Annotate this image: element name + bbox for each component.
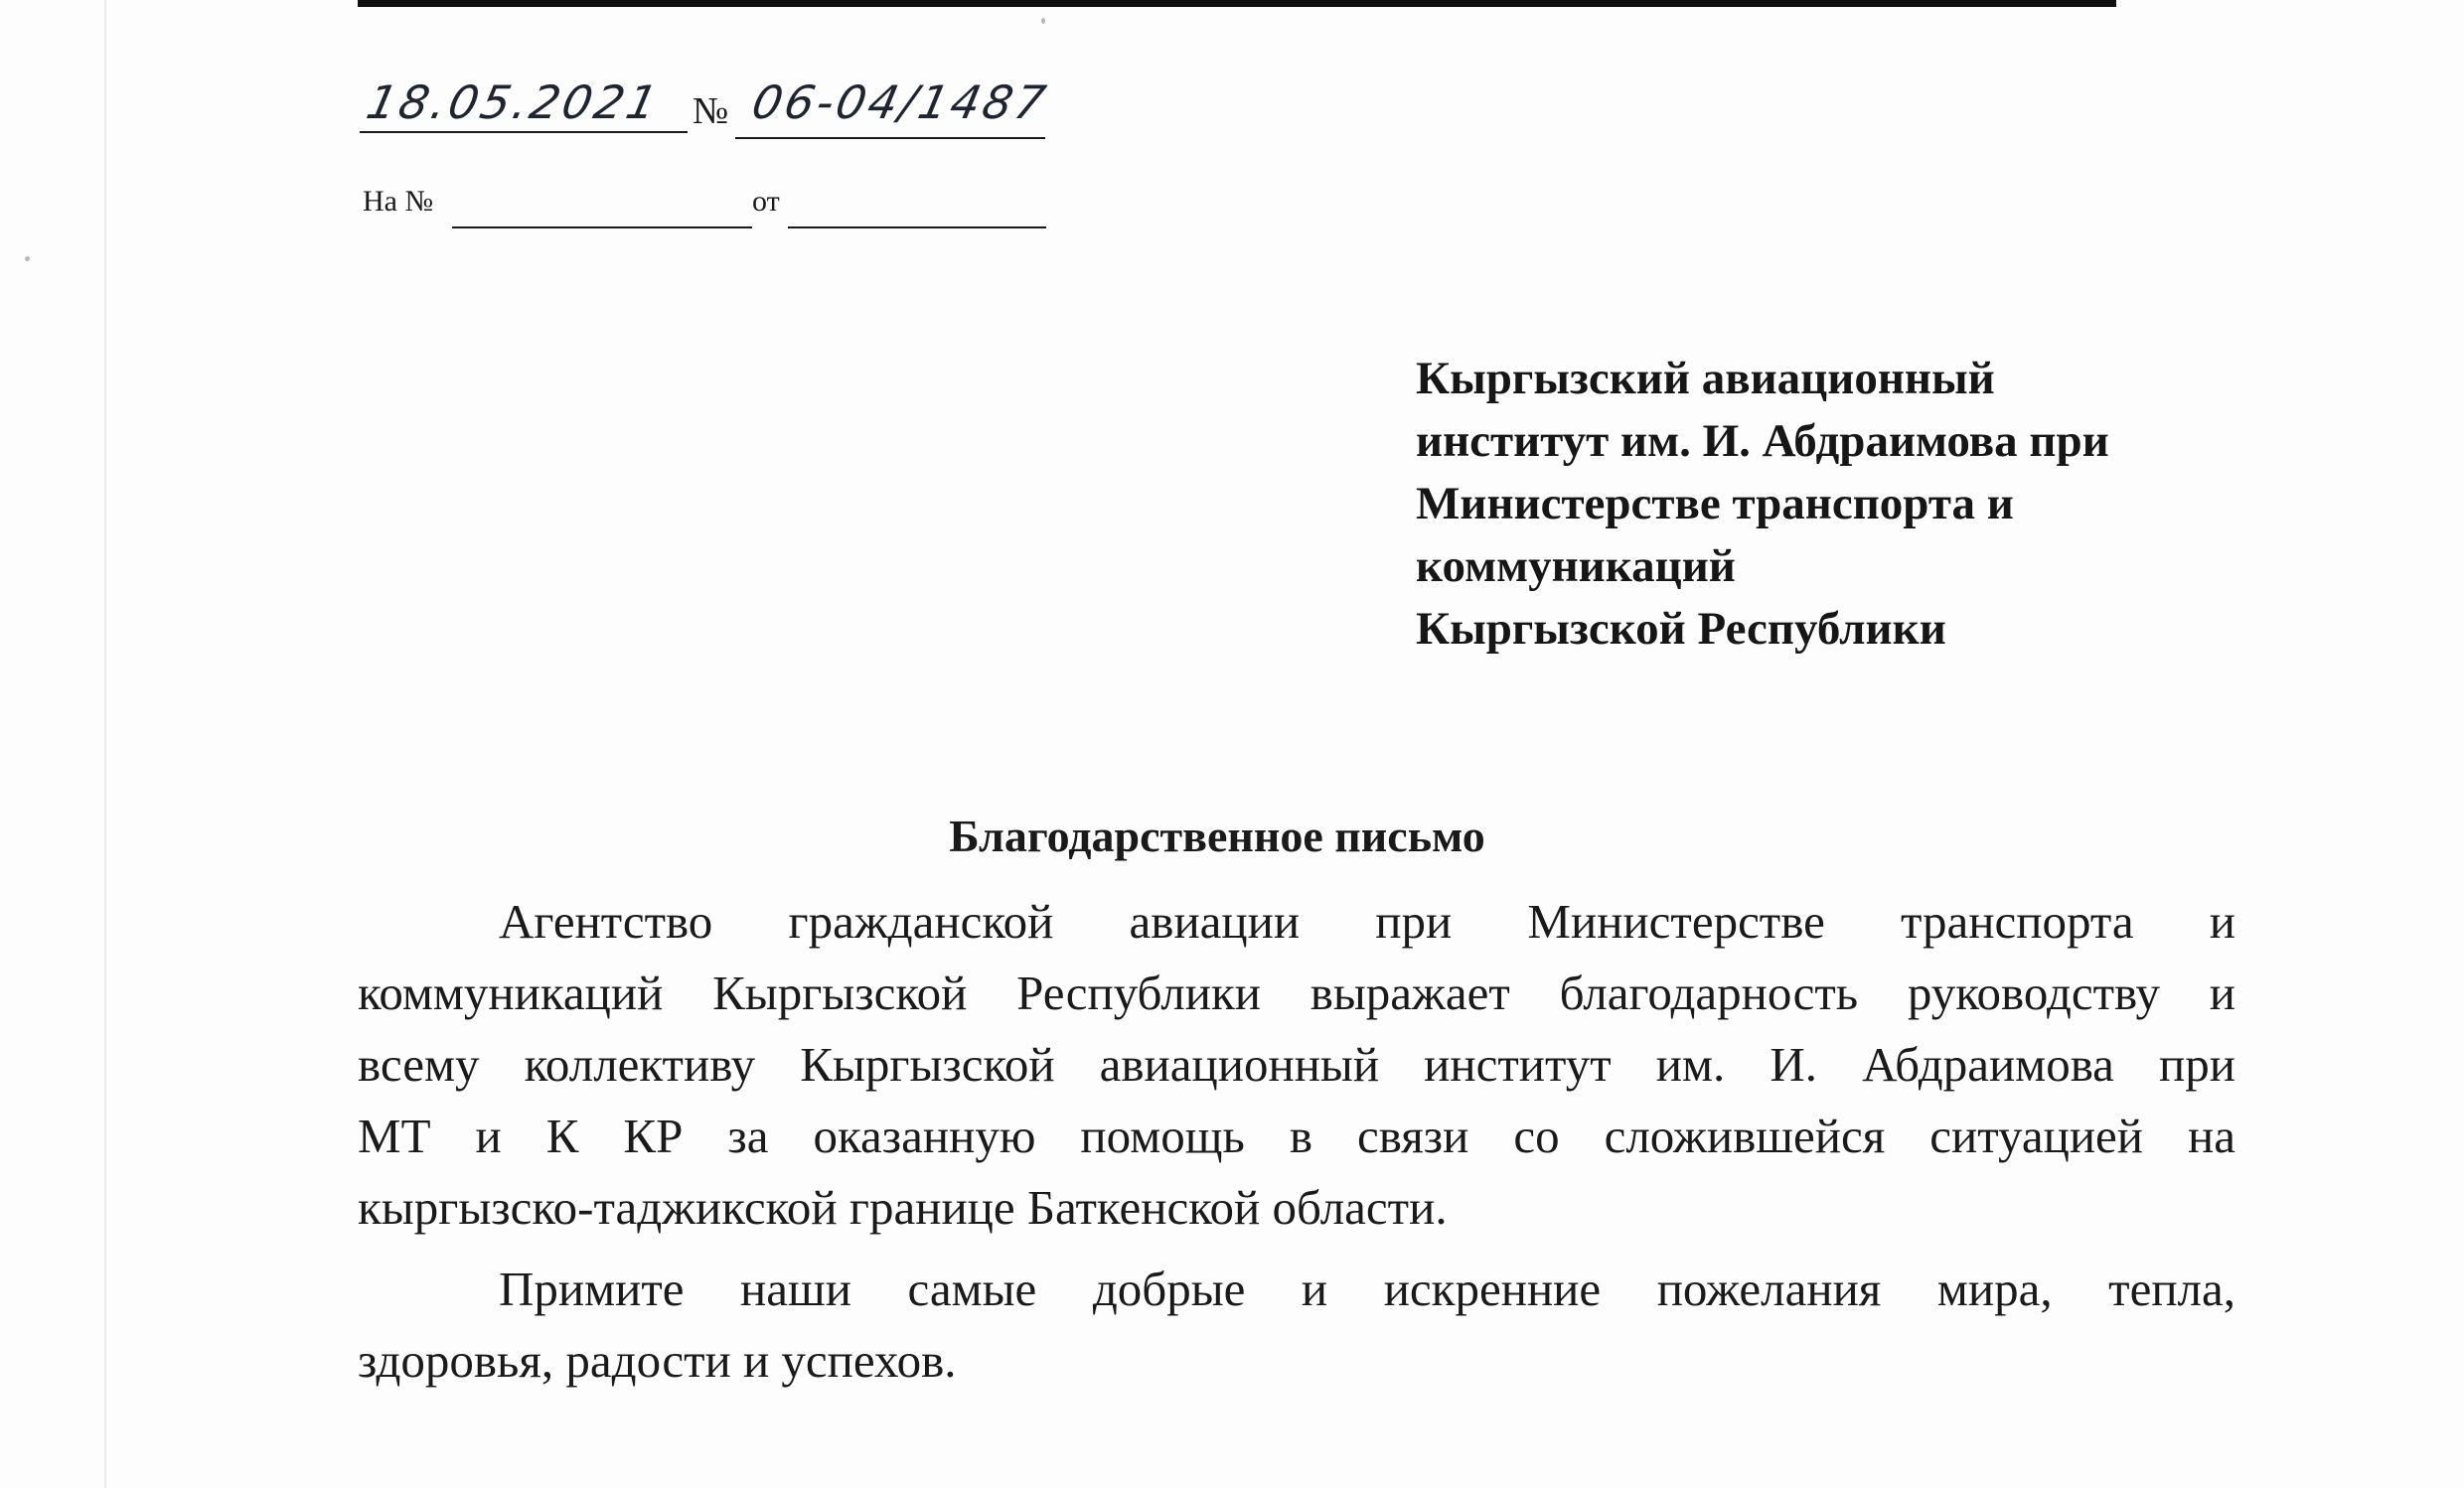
body-line: Агентство гражданской авиации при Министерстве транспорта и [499,894,2235,949]
addressee-line: институт им. И. Абдраимова при [1416,415,2109,467]
addressee-line: Кыргызский авиационный [1416,353,1995,404]
number-underline [735,137,1045,139]
body-line: Примите наши самые добрые и искренние пожелания мира, тепла, [499,1262,2235,1316]
body-line: коммуникаций Кыргызской Республики выражает благодарность руководству и [358,966,2235,1020]
body-line: здоровья, радости и успехов. [358,1333,957,1388]
paragraph-gap [358,1244,2235,1254]
addressee-line: Кыргызской Республики [1416,603,1946,655]
reference-from-label: от [752,185,780,218]
reference-number-blank [452,226,752,228]
scan-speck [25,256,30,261]
scan-speck [1041,18,1045,24]
body-line: МТ и К КР за оказанную помощь в связи со сложившейся ситуацией на [358,1109,2235,1163]
body-line: всему коллективу Кыргызской авиационный институт им. И. Абдраимова при [358,1037,2235,1092]
body-line: кыргызско-таджикской границе Баткенской области. [358,1180,1448,1235]
addressee-block [1416,348,2310,661]
letterhead-bottom-rule [358,0,2116,7]
number-sign: № [693,90,729,132]
date-underline [360,131,688,133]
reference-number-label: На № [363,185,434,218]
scan-edge [104,0,106,1488]
addressee-line: коммуникаций [1416,540,1736,592]
registration-number: 06-04/1487 [747,75,1053,129]
registration-line [360,62,1055,141]
reference-line [363,185,1058,234]
addressee-line: Министерстве транспорта и [1416,478,2014,529]
letter-title: Благодарственное письмо [949,811,1485,861]
registration-date: 18.05.2021 [362,75,666,129]
letter-body [358,886,2235,1397]
reference-date-blank [788,226,1046,228]
